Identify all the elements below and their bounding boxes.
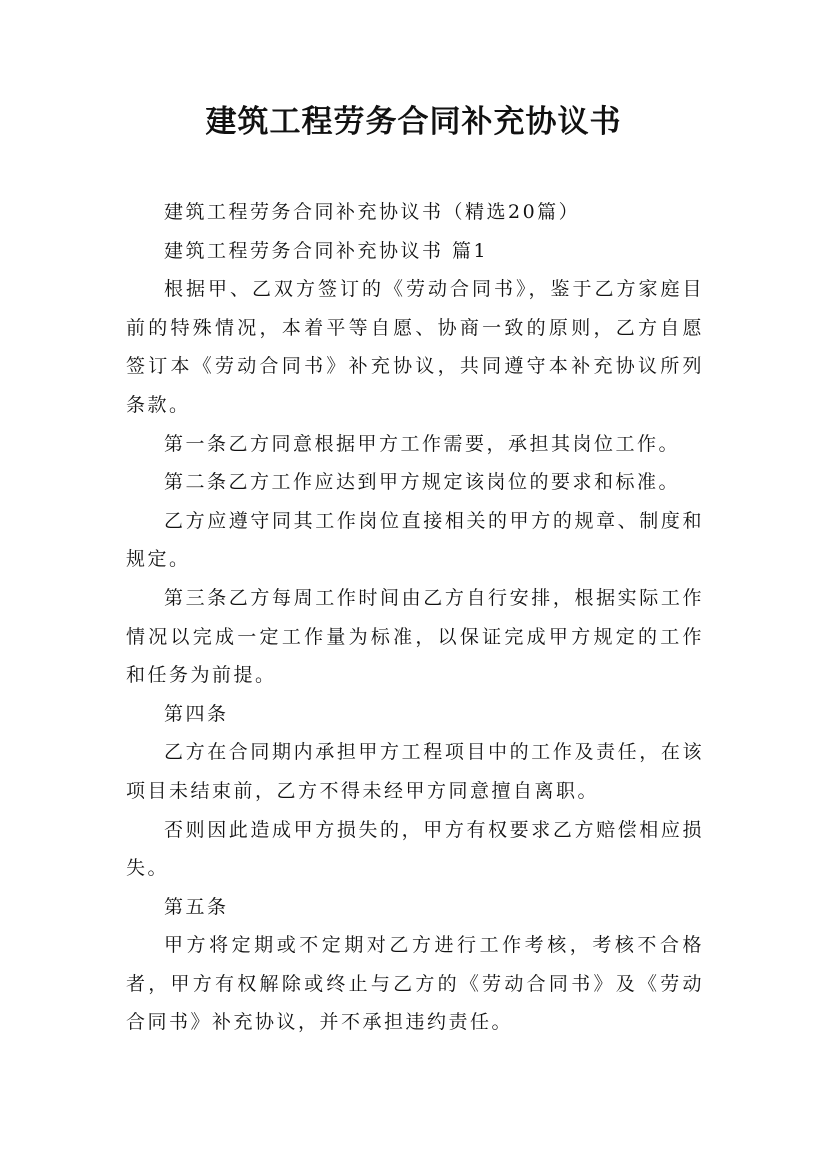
document-title: 建筑工程劳务合同补充协议书	[205, 104, 622, 140]
paragraph-article-1: 第一条乙方同意根据甲方工作需要，承担其岗位工作。	[164, 432, 681, 455]
paragraph-article-2: 第二条乙方工作应达到甲方规定该岗位的要求和标准。	[164, 471, 681, 494]
document-body	[126, 193, 704, 1042]
paragraph-section-heading: 建筑工程劳务合同补充协议书 篇1	[164, 239, 489, 262]
paragraph-preamble: 根据甲、乙双方签订的《劳动合同书》，鉴于乙方家庭目前的特殊情况，本着平等自愿、协商一致的原则，乙方自愿签订本《劳动合同书》补充协议，共同遵守本补充协议所列条款。	[126, 278, 704, 416]
paragraph-article-3: 第三条乙方每周工作时间由乙方自行安排，根据实际工作情况以完成一定工作量为标准，以保证完成甲方规定的工作和任务为前提。	[126, 586, 704, 687]
paragraph-article-4-body: 乙方在合同期内承担甲方工程项目中的工作及责任，在该项目未结束前，乙方不得未经甲方同意擅自离职。	[126, 741, 704, 802]
paragraph-article-4-compensation: 否则因此造成甲方损失的，甲方有权要求乙方赔偿相应损失。	[126, 818, 704, 880]
paragraph-article-5-heading: 第五条	[164, 895, 229, 918]
paragraph-article-5-body: 甲方将定期或不定期对乙方进行工作考核，考核不合格者，甲方有权解除或终止与乙方的《劳动合同书》及《劳动合同书》补充协议，并不承担违约责任。	[126, 934, 704, 1034]
paragraph-article-2-rules: 乙方应遵守同其工作岗位直接相关的甲方的规章、制度和规定。	[126, 509, 704, 571]
paragraph-subtitle: 建筑工程劳务合同补充协议书（精选20篇）	[164, 201, 581, 223]
paragraph-article-4-heading: 第四条	[164, 702, 229, 725]
